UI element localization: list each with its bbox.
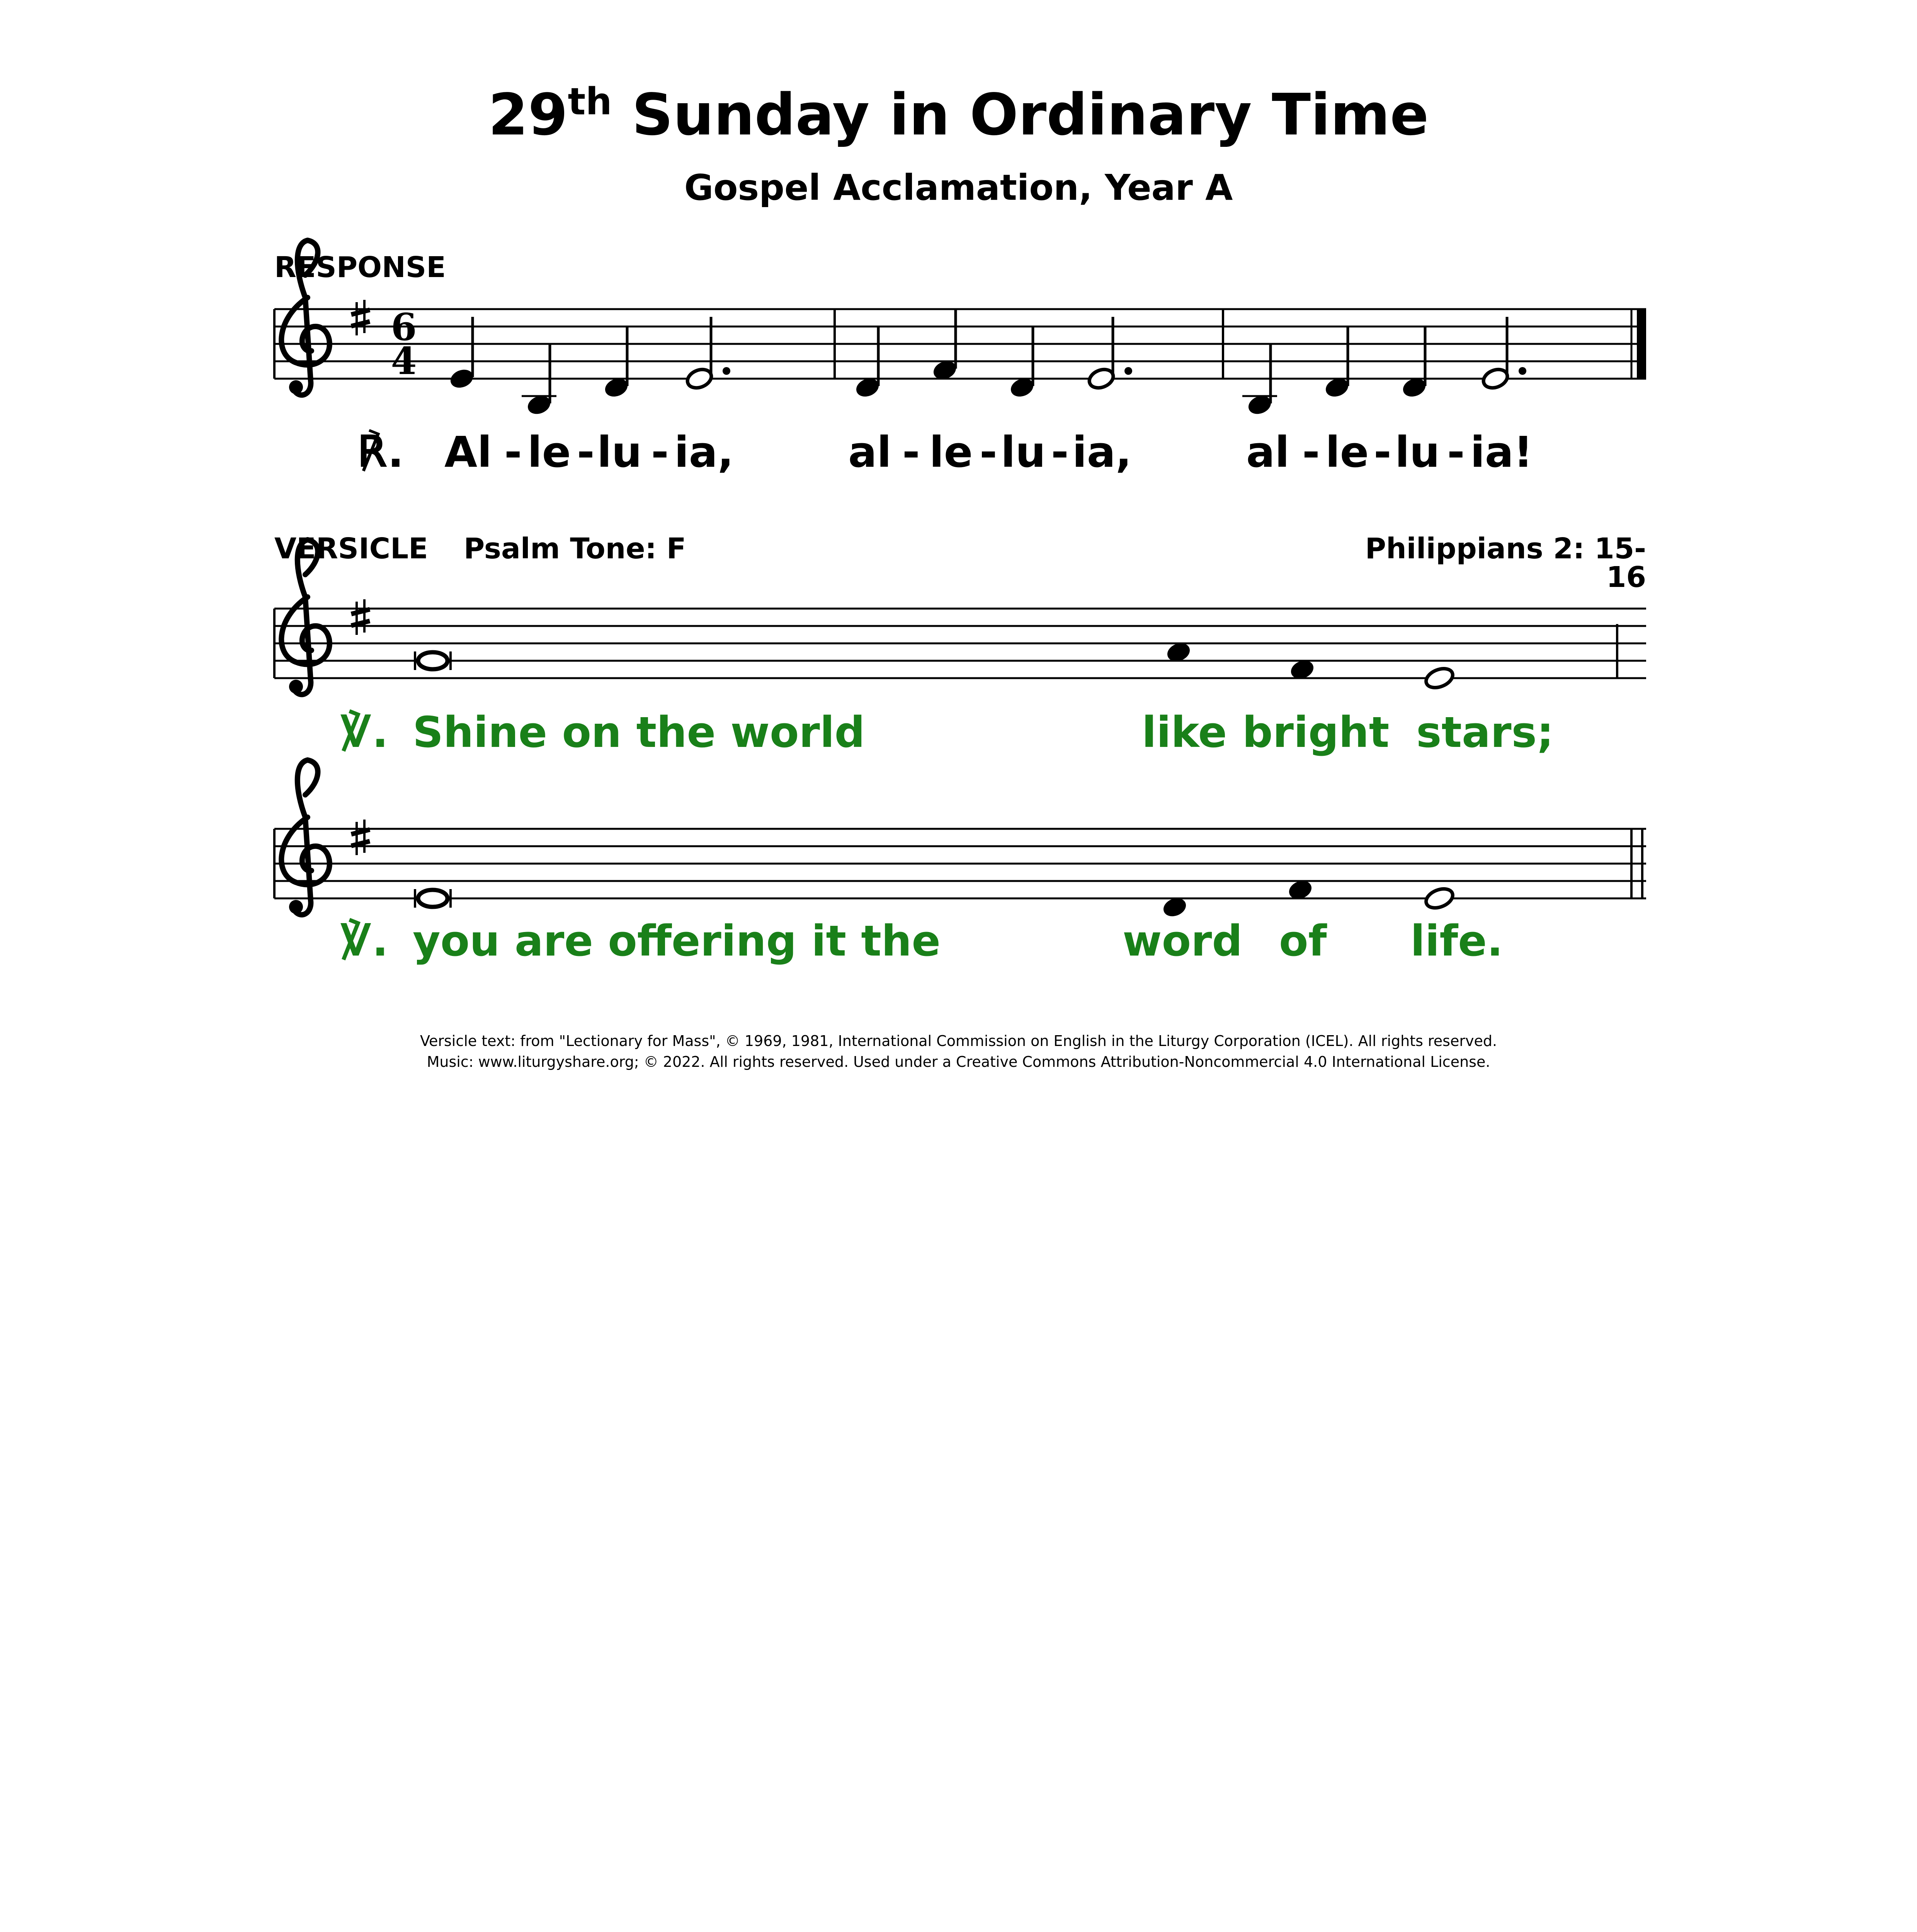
- lyric-hyphen: -: [1374, 427, 1391, 477]
- lyric-syllable: Al: [444, 427, 492, 477]
- versicle-staff-2: [274, 760, 1646, 920]
- page-subtitle: Gospel Acclamation, Year A: [684, 167, 1233, 208]
- versicle-staff-1: [274, 540, 1646, 694]
- note: [448, 317, 476, 391]
- lyric-syllable: ia!: [1470, 427, 1533, 477]
- lyric-word: word: [1123, 916, 1243, 966]
- footer-line-2: Music: www.liturgyshare.org; © 2022. All rights reserved. Used under a Creative Commons Attribution-Noncommercial 4.0 International License.: [427, 1053, 1490, 1070]
- lyric-word: like: [1142, 707, 1227, 757]
- dotted-half-note: [685, 317, 730, 391]
- lyric-hyphen: -: [980, 427, 997, 477]
- note: [522, 343, 556, 417]
- lyric-syllable: le: [929, 427, 973, 477]
- lyric-syllable: lu: [597, 427, 642, 477]
- treble-clef-icon: [281, 760, 330, 915]
- note: [602, 326, 630, 400]
- versicle-label: VERSICLE: [274, 532, 428, 565]
- note: [854, 326, 881, 400]
- lyric-hyphen: -: [651, 427, 669, 477]
- lyric-syllable: al: [848, 427, 891, 477]
- response-label: RESPONSE: [274, 251, 446, 284]
- lyric-word: stars;: [1416, 707, 1554, 757]
- lyric-syllable: ia,: [1072, 427, 1132, 477]
- versicle-symbol: ℣.: [340, 707, 388, 757]
- note: [1400, 326, 1428, 400]
- lyric-syllable: le: [527, 427, 571, 477]
- title-number: 29: [488, 82, 568, 148]
- treble-clef-icon: [281, 240, 330, 395]
- response-staff: [274, 240, 1646, 417]
- copyright-footer: [0, 1031, 1917, 1073]
- note: [1242, 343, 1277, 417]
- lyric-word: life.: [1410, 916, 1503, 966]
- lyric-hyphen: -: [504, 427, 522, 477]
- treble-clef-icon: [281, 540, 330, 694]
- half-note: [1423, 665, 1455, 691]
- lyric-hyphen: -: [1447, 427, 1465, 477]
- sharp-icon: [351, 300, 370, 335]
- note: [931, 308, 959, 383]
- half-note: [1423, 885, 1455, 912]
- sharp-icon: [351, 599, 370, 635]
- sharp-icon: [351, 820, 370, 855]
- lyric-hyphen: -: [577, 427, 595, 477]
- time-signature-numerator: 6: [391, 305, 417, 349]
- dotted-half-note: [1481, 317, 1526, 391]
- lyric-syllable: le: [1325, 427, 1369, 477]
- recitation-text: Shine on the world: [413, 707, 865, 757]
- lyric-hyphen: -: [1051, 427, 1069, 477]
- footer-line-1: Versicle text: from "Lectionary for Mass", © 1969, 1981, International Commission on English in the Liturgy Corporation (ICEL). All rights reserved.: [420, 1032, 1497, 1049]
- psalm-tone-label: Psalm Tone: F: [464, 532, 686, 565]
- breve-note: [415, 651, 451, 670]
- breve-note: [415, 889, 451, 908]
- response-symbol: ℟.: [357, 427, 404, 477]
- time-signature-denominator: 4: [391, 339, 417, 383]
- title-ordinal: th: [568, 80, 612, 123]
- lyric-hyphen: -: [1302, 427, 1320, 477]
- dotted-half-note: [1087, 317, 1132, 391]
- note: [1008, 326, 1036, 400]
- lyric-syllable: al: [1246, 427, 1289, 477]
- final-bar-thick: [1637, 309, 1646, 379]
- lyric-syllable: lu: [1395, 427, 1440, 477]
- lyric-word: of: [1279, 916, 1327, 966]
- recitation-text: you are offering it the: [413, 916, 941, 966]
- title-text: Sunday in Ordinary Time: [612, 82, 1429, 148]
- lyric-syllable: lu: [1001, 427, 1046, 477]
- lyric-syllable: ia,: [674, 427, 734, 477]
- lyric-hyphen: -: [902, 427, 920, 477]
- lyric-word: bright: [1242, 707, 1390, 757]
- note: [1323, 326, 1351, 400]
- scripture-reference: Philippians 2: 15-16: [1365, 532, 1646, 594]
- versicle-symbol: ℣.: [340, 916, 388, 966]
